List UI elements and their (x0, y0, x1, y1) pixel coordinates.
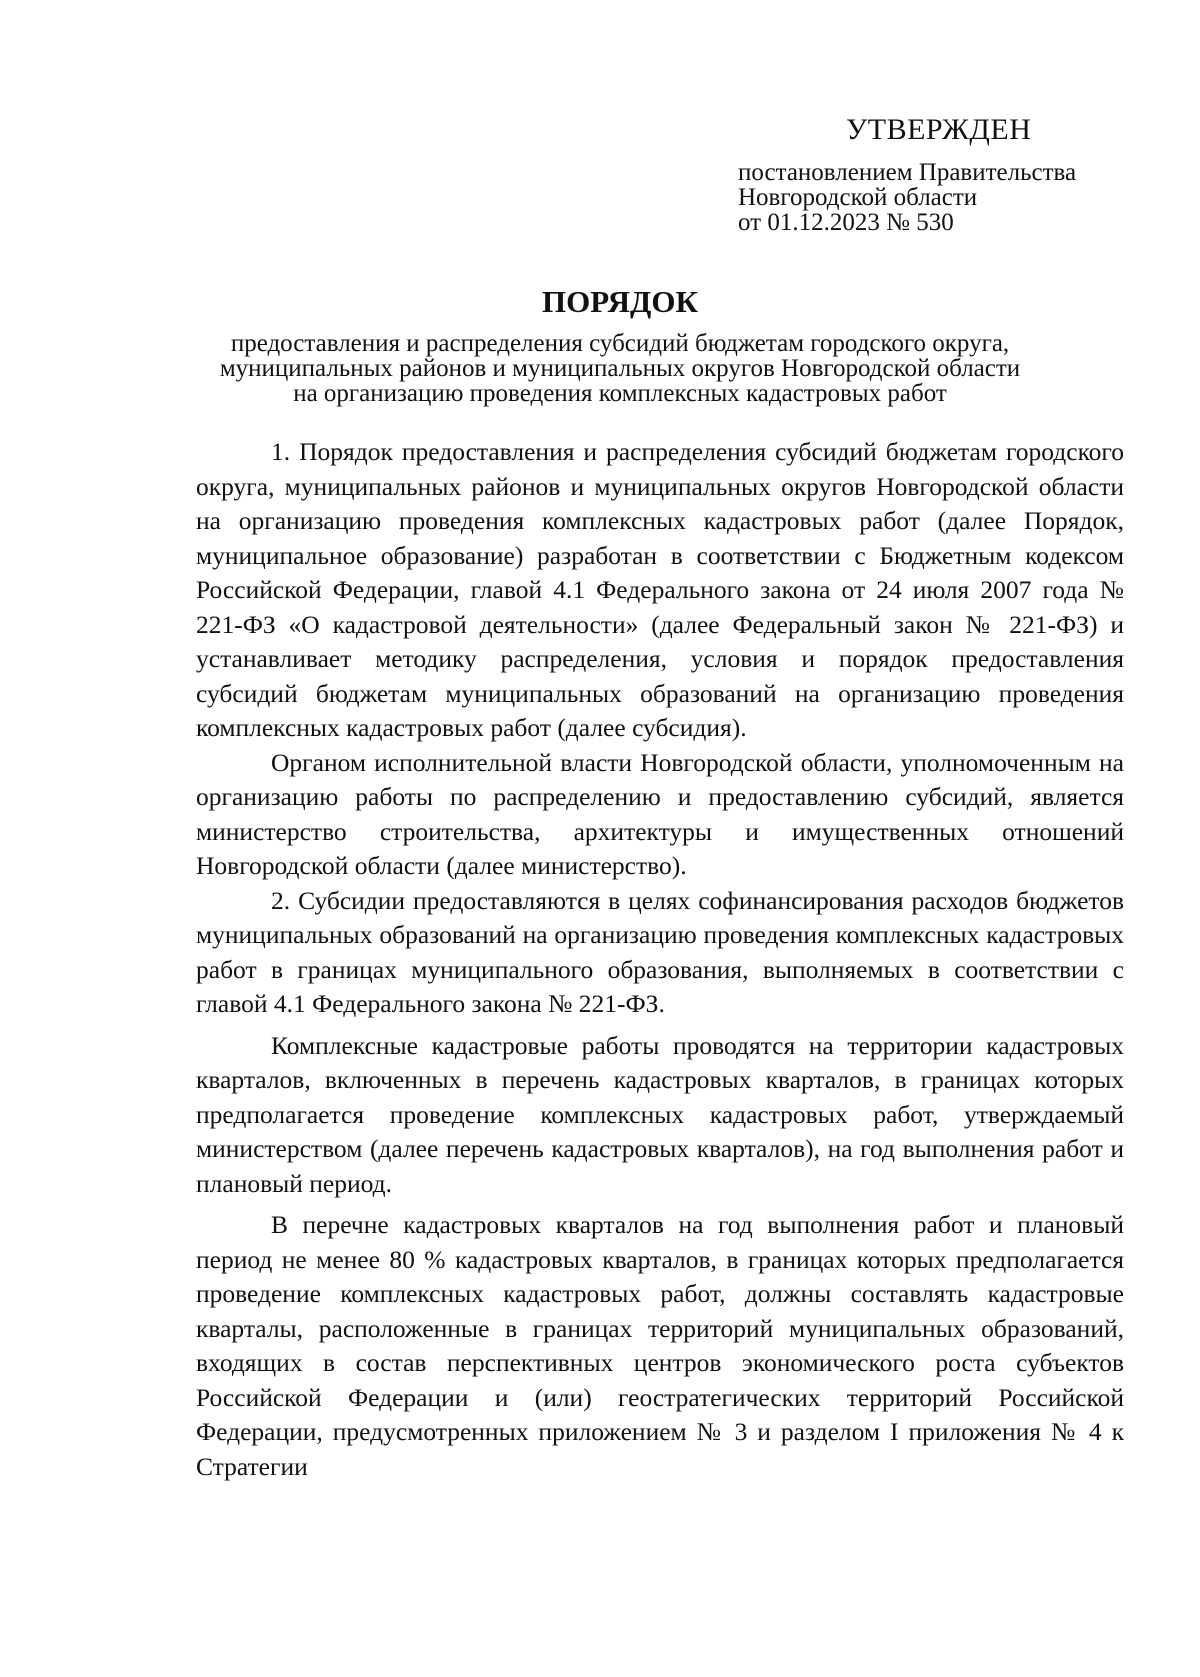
document-title-block (180, 283, 1060, 406)
approval-line-1: постановлением Правительства (738, 159, 1077, 186)
document-body (196, 435, 1124, 1484)
approval-line-3: от 01.12.2023 № 530 (738, 209, 954, 236)
paragraph-4: Комплексные кадастровые работы проводятся на территории кадастровых кварталов, включенных в перечень кадастровых кварталов, в границах которых предполагается проведение комплексных кадастровых работ, утверждаемый министерством (далее перечень кадастровых кварталов), на год выполнения работ и плановый период. (196, 1030, 1124, 1198)
approved-heading: УТВЕРЖДЕН (846, 113, 1032, 146)
document-subtitle-line-2: муниципальных районов и муниципальных округов Новгородской области (219, 355, 1021, 382)
document-title: ПОРЯДОК (542, 284, 698, 319)
document-subtitle-line-1: предоставления и распределения субсидий бюджетам городского округа, (230, 330, 1010, 357)
paragraph-2: Органом исполнительной власти Новгородской области, уполномоченным на организацию работы по распределению и предоставлению субсидий, является министерство строительства, архитектуры и имущественных отношений Новгородской области (далее министерство). (196, 747, 1124, 880)
paragraph-3: 2. Субсидии предоставляются в целях софинансирования расходов бюджетов муниципальных образований на организацию проведения комплексных кадастровых работ в границах муниципального образования, выполняемых в соответствии с главой 4.1 Федерального закона № 221-ФЗ. (196, 885, 1124, 1018)
paragraph-1: 1. Порядок предоставления и распределения субсидий бюджетам городского округа, муниципальных районов и муниципальных округов Новгородской области на организацию проведения комплексных кадастровых работ (далее Порядок, муниципальное образование) разработан в соответствии с Бюджетным кодексом Российской Федерации, главой 4.1 Федерального закона от 24 июля 2007 года № 221-ФЗ «О кадастровой деятельности» (далее Федеральный закон № 221-ФЗ) и устанавливает методику распределения, условия и порядок предоставления субсидий бюджетам муниципальных образований на организацию проведения комплексных кадастровых работ (далее субсидия). (196, 437, 1124, 742)
paragraph-5: В перечне кадастровых кварталов на год выполнения работ и плановый период не менее 80 % кадастровых кварталов, в границах которых предполагается проведение комплексных кадастровых работ, должны составлять кадастровые кварталы, расположенные в границах территорий муниципальных образований, входящих в состав перспективных центров экономического роста субъектов Российской Федерации и (или) геостратегических территорий Российской Федерации, предусмотренных приложением № 3 и разделом I приложения № 4 к Стратегии (196, 1210, 1124, 1481)
document-subtitle-line-3: на организацию проведения комплексных кадастровых работ (293, 380, 947, 407)
approval-stamp-block (738, 112, 1158, 235)
approval-line-2: Новгородской области (738, 184, 978, 211)
